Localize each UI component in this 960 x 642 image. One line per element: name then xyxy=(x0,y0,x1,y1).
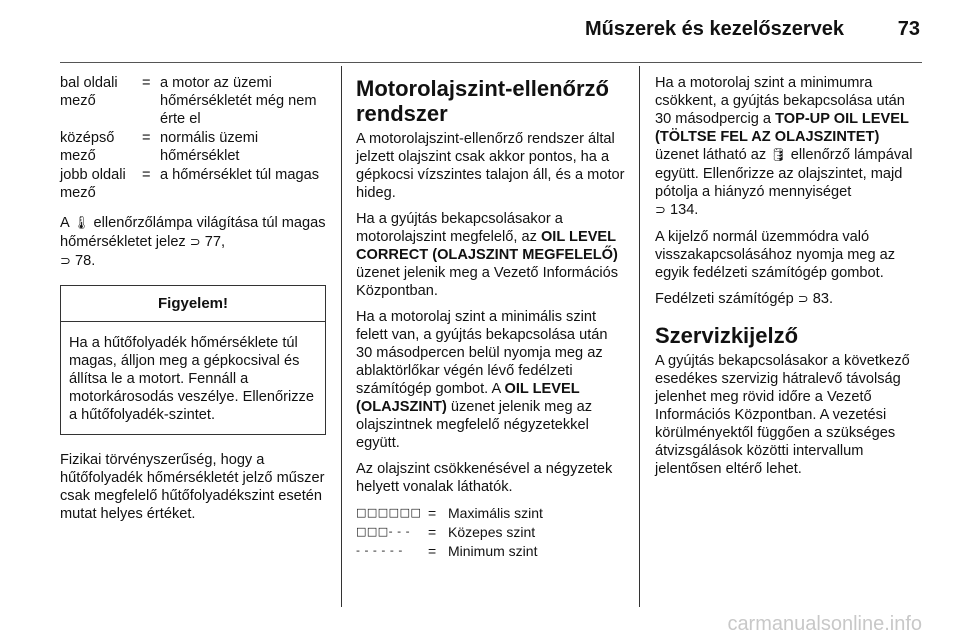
equals-sign: = xyxy=(142,130,151,146)
column-left xyxy=(60,74,326,531)
level-label: Minimum szint xyxy=(448,543,538,559)
list-item xyxy=(60,166,326,202)
header-divider xyxy=(60,62,922,63)
field-name: középső mező xyxy=(60,130,115,164)
watermark: carmanualsonline.info xyxy=(727,613,922,635)
page-reference-icon: ⊃ xyxy=(60,254,71,269)
text-fragment: A xyxy=(60,215,73,231)
level-symbol: □□□□□□ xyxy=(356,506,422,519)
paragraph xyxy=(356,210,626,300)
field-meaning: a motor az üzemi hőmérsékletét még nem érte el xyxy=(160,75,317,127)
column-right xyxy=(655,74,923,486)
page-reference: 78. xyxy=(70,253,96,269)
text-fragment: üzenet jelenik meg a Vezető Információs Központban. xyxy=(356,265,619,299)
list-item xyxy=(356,542,626,560)
text-fragment: Ha a motorolaj szint a minimális szint felett van, a gyújtás bekapcsolása után 30 másodpercen belül nyomja meg az ablaktörlőkar végén lévő fedélzeti számítógép gombot. A xyxy=(356,309,608,397)
equals-sign: = xyxy=(142,75,151,91)
message-oil-level: OIL LEVEL (OLAJSZINT) xyxy=(356,381,580,415)
text-fragment: ellenőrzőlámpa világítása túl magas hőmérsékletet jelez xyxy=(60,215,326,250)
equals-sign: = xyxy=(428,524,437,540)
message-oil-level-correct: OIL LEVEL CORRECT (OLAJSZINT MEGFELELŐ) xyxy=(356,229,618,263)
message-top-up-oil: TOP-UP OIL LEVEL (TÖLTSE FEL AZ OLAJSZINTET) xyxy=(655,111,909,145)
paragraph xyxy=(655,290,923,309)
page-title: Műszerek és kezelőszervek xyxy=(584,18,844,40)
paragraph xyxy=(356,308,626,452)
warning-body: Ha a hűtőfolyadék hőmérséklete túl magas, álljon meg a gépkocsival és állítsa le a motort. Fennáll a motorkárosodás veszélye. Ellenőrizze a hűtőfolyadék-szintet. xyxy=(69,335,314,423)
column-middle xyxy=(356,74,626,561)
page-number: 73 xyxy=(897,18,920,40)
column-divider-2 xyxy=(639,66,640,607)
field-meaning: a hőmérséklet túl magas xyxy=(160,167,319,183)
text-fragment: üzenet látható az xyxy=(655,147,771,163)
text-fragment: üzenet jelenik meg az olajszintnek megfelelő négyzetekkel együtt. xyxy=(356,399,593,451)
page-reference-icon: ⊃ xyxy=(797,292,809,307)
level-label: Maximális szint xyxy=(448,505,543,521)
section-heading-service: Szervizkijelző xyxy=(655,323,799,348)
text-fragment: ellenőrző lámpával együtt. Ellenőrizze az olajszintet, majd pótolja a hiányzó mennyiséget xyxy=(655,147,913,200)
level-symbol: □□□- - - xyxy=(356,525,411,538)
section-heading-oil-level: Motorolajszint-ellenőrző rendszer xyxy=(356,76,609,126)
coolant-warning-paragraph xyxy=(60,214,326,271)
list-item xyxy=(60,74,326,128)
column-divider-1 xyxy=(341,66,342,607)
warning-box xyxy=(60,285,326,435)
list-item xyxy=(60,129,326,165)
page-reference: 134. xyxy=(665,202,699,218)
page-reference-icon: ⊃ xyxy=(655,203,666,218)
page-reference: 83. xyxy=(808,291,834,307)
page-reference-icon: ⊃ xyxy=(189,235,201,250)
page-header xyxy=(60,14,920,50)
page-reference: 77, xyxy=(200,234,226,250)
equals-sign: = xyxy=(428,505,437,521)
level-symbol: - - - - - - xyxy=(356,544,403,557)
field-name: bal oldali mező xyxy=(60,75,118,109)
level-label: Közepes szint xyxy=(448,524,536,540)
equals-sign: = xyxy=(142,167,151,183)
coolant-gauge-paragraph: Fizikai törvényszerűség, hogy a hűtőfolyadék hőmérsékletét jelző műszer csak megfelelő hűtőfolyadékszint esetén mutat helyes értéket. xyxy=(60,452,325,522)
list-item xyxy=(356,523,626,541)
temperature-field-list xyxy=(60,74,326,202)
equals-sign: = xyxy=(428,543,437,559)
paragraph: Az olajszint csökkenésével a négyzetek helyett vonalak láthatók. xyxy=(356,461,613,495)
text-fragment: Ha a gyújtás bekapcsolásakor a motorolajszint megfelelő, az xyxy=(356,211,563,245)
list-item xyxy=(356,504,626,522)
text-fragment: Fedélzeti számítógép xyxy=(655,291,798,307)
paragraph xyxy=(655,74,923,220)
oil-level-legend xyxy=(356,504,626,560)
paragraph: A motorolajszint-ellenőrző rendszer által jelzett olajszint csak akkor pontos, ha a gépkocsi vízszintes talajon áll, és a motor hideg. xyxy=(356,131,625,201)
text-fragment: Ha a motorolaj szint a minimumra csökkent, a gyújtás bekapcsolása után 30 másodpercig a xyxy=(655,75,905,127)
warning-title: Figyelem! xyxy=(61,286,325,322)
paragraph: A kijelző normál üzemmódra való visszakapcsolásához nyomja meg az egyik fedélzeti számítógép gombot. xyxy=(655,229,896,281)
field-name: jobb oldali mező xyxy=(60,167,126,201)
field-meaning: normális üzemi hőmérséklet xyxy=(160,130,259,164)
oil-can-icon: 🛢 xyxy=(770,148,787,163)
paragraph: A gyújtás bekapcsolásakor a következő esedékes szervizig hátralevő távolság jelenhet meg rövid időre a Vezető Információs Központban. A vezetési körülményektől függően a szükséges átvizsgálások közötti intervallum jelentősen eltérő lehet. xyxy=(655,353,910,477)
coolant-temp-icon: 🌡 xyxy=(72,216,90,231)
